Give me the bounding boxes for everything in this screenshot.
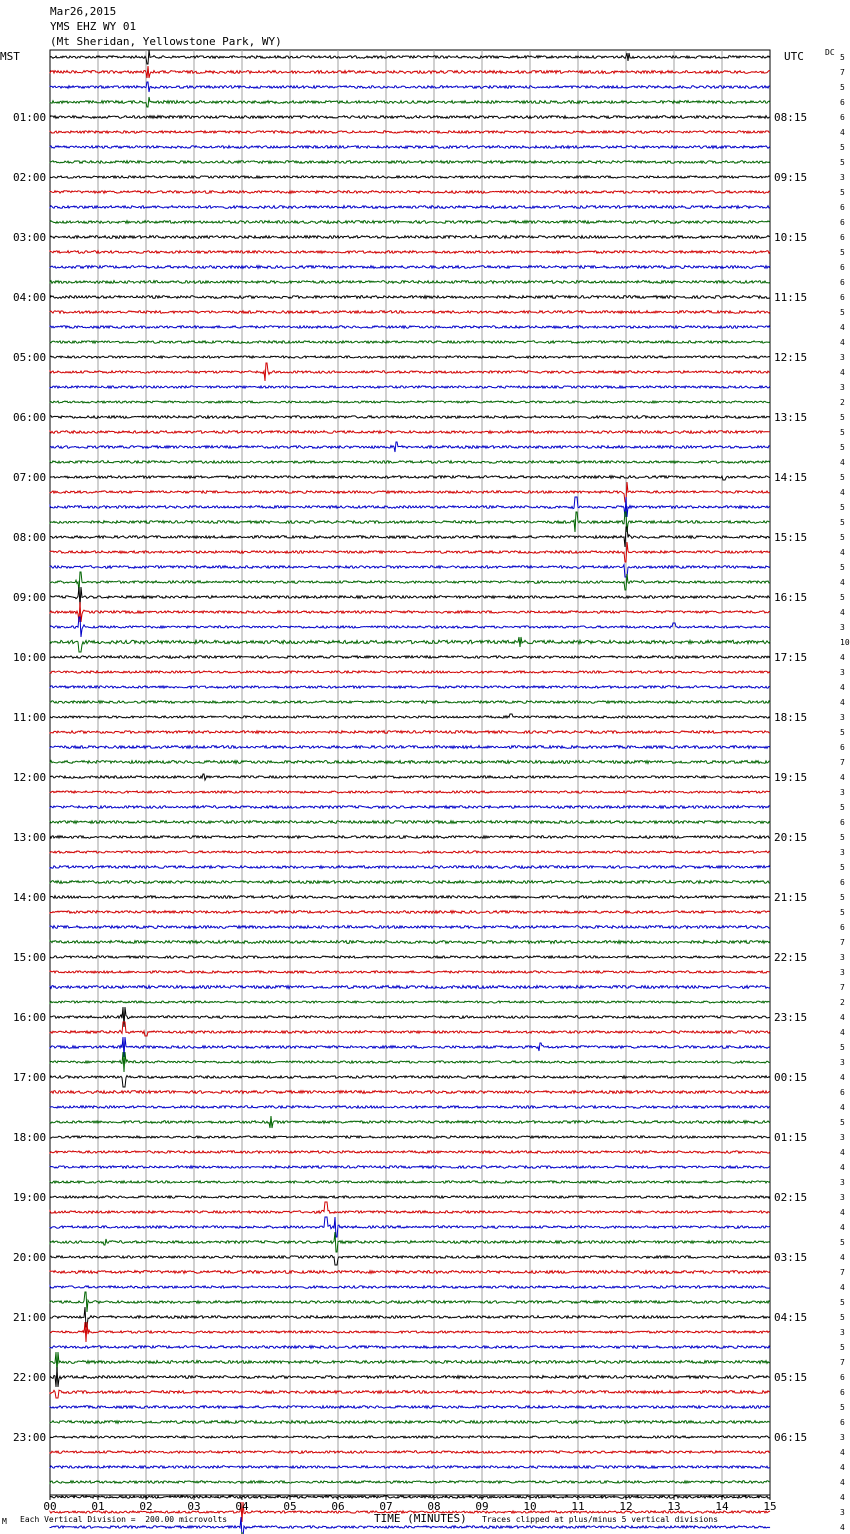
dc-value: 5 — [840, 1313, 845, 1322]
trace-85 — [50, 1322, 770, 1342]
dc-value: 3 — [840, 353, 845, 362]
dc-value: 4 — [840, 1253, 845, 1262]
trace-2 — [50, 82, 770, 92]
dc-value: 6 — [840, 98, 845, 107]
x-tick-label: 09 — [475, 1500, 489, 1513]
dc-value: 6 — [840, 1388, 845, 1397]
right-hour-label: 18:15 — [774, 711, 808, 724]
dc-value: 3 — [840, 383, 845, 392]
trace-16 — [50, 296, 770, 299]
trace-26 — [50, 442, 770, 452]
vertical-division-note: Each Vertical Division = 200.00 microvolts — [20, 1515, 228, 1524]
dc-value: 6 — [840, 818, 845, 827]
dc-value: 6 — [840, 278, 845, 287]
clipping-note: Traces clipped at plus/minus 5 vertical divisions — [482, 1515, 719, 1524]
dc-value: 4 — [840, 1148, 845, 1157]
right-hour-label: 12:15 — [774, 351, 808, 364]
trace-17 — [50, 311, 770, 314]
dc-value: 4 — [840, 1523, 845, 1532]
trace-80 — [50, 1255, 770, 1265]
trace-27 — [50, 461, 770, 463]
trace-65 — [50, 1022, 770, 1036]
trace-57 — [50, 911, 770, 914]
trace-19 — [50, 341, 770, 343]
trace-63 — [50, 1001, 770, 1003]
seismic-traces — [50, 50, 770, 1534]
footer-mark: M — [2, 1517, 7, 1526]
dc-value: 3 — [840, 1328, 845, 1337]
trace-66 — [50, 1037, 770, 1057]
trace-93 — [50, 1451, 770, 1453]
trace-13 — [50, 251, 770, 254]
dc-value: 3 — [840, 1058, 845, 1067]
trace-12 — [50, 236, 770, 239]
trace-47 — [50, 761, 770, 764]
x-tick-label: 13 — [667, 1500, 681, 1513]
dc-value: 4 — [840, 1208, 845, 1217]
dc-value: 5 — [840, 308, 845, 317]
x-tick-label: 10 — [523, 1500, 537, 1513]
dc-value: 5 — [840, 83, 845, 92]
left-hour-label: 05:00 — [13, 351, 47, 364]
right-hour-label: 04:15 — [774, 1311, 808, 1324]
trace-90 — [50, 1406, 770, 1409]
trace-32 — [50, 527, 770, 547]
left-timezone: MST — [0, 50, 20, 63]
right-hour-label: 09:15 — [774, 171, 808, 184]
trace-1 — [50, 66, 770, 78]
dc-value: 6 — [840, 1418, 845, 1427]
dc-value: 5 — [840, 908, 845, 917]
dc-value: 4 — [840, 323, 845, 332]
dc-value: 3 — [840, 713, 845, 722]
dc-value: 4 — [840, 1223, 845, 1232]
trace-46 — [50, 746, 770, 749]
dc-value: 7 — [840, 1268, 845, 1277]
trace-9 — [50, 191, 770, 194]
trace-49 — [50, 791, 770, 793]
dc-value: 4 — [840, 683, 845, 692]
right-hour-label: 05:15 — [774, 1371, 808, 1384]
right-hour-label: 00:15 — [774, 1071, 808, 1084]
x-axis-label: TIME (MINUTES) — [374, 1512, 467, 1525]
trace-74 — [50, 1166, 770, 1168]
dc-value: 4 — [840, 608, 845, 617]
dc-value: 3 — [840, 668, 845, 677]
dc-value: 4 — [840, 128, 845, 137]
dc-value: 5 — [840, 533, 845, 542]
dc-value: 3 — [840, 173, 845, 182]
left-hour-label: 03:00 — [13, 231, 47, 244]
dc-value: 5 — [840, 803, 845, 812]
trace-79 — [50, 1232, 770, 1252]
dc-value: 6 — [840, 878, 845, 887]
dc-value: 4 — [840, 548, 845, 557]
dc-value: 5 — [840, 1298, 845, 1307]
trace-70 — [50, 1106, 770, 1108]
left-hour-label: 07:00 — [13, 471, 47, 484]
left-hour-label: 16:00 — [13, 1011, 47, 1024]
x-tick-label: 06 — [331, 1500, 345, 1513]
right-hour-label: 03:15 — [774, 1251, 808, 1264]
dc-value: 6 — [840, 113, 845, 122]
right-hour-label: 22:15 — [774, 951, 808, 964]
station-location: (Mt Sheridan, Yellowstone Park, WY) — [50, 35, 282, 48]
trace-31 — [50, 512, 770, 532]
trace-62 — [50, 986, 770, 989]
dc-value: 3 — [840, 1133, 845, 1142]
trace-20 — [50, 356, 770, 358]
chart-date: Mar26,2015 — [50, 5, 117, 18]
dc-value: 5 — [840, 53, 845, 62]
trace-52 — [50, 836, 770, 839]
trace-76 — [50, 1196, 770, 1198]
right-timezone: UTC — [784, 50, 804, 63]
right-hour-label: 13:15 — [774, 411, 808, 424]
dc-value: 5 — [840, 518, 845, 527]
trace-81 — [50, 1271, 770, 1274]
right-hour-label: 08:15 — [774, 111, 808, 124]
dc-value: 4 — [840, 368, 845, 377]
dc-value: 6 — [840, 293, 845, 302]
trace-60 — [50, 956, 770, 958]
dc-value: 3 — [840, 953, 845, 962]
dc-value: 6 — [840, 1088, 845, 1097]
left-hour-label: 09:00 — [13, 591, 47, 604]
right-hour-label: 11:15 — [774, 291, 808, 304]
trace-67 — [50, 1052, 770, 1072]
trace-25 — [50, 431, 770, 434]
dc-value: 4 — [840, 1448, 845, 1457]
x-tick-label: 15 — [763, 1500, 777, 1513]
dc-value: 4 — [840, 488, 845, 497]
dc-value: 10 — [840, 638, 850, 647]
dc-value: 5 — [840, 188, 845, 197]
right-hour-label: 19:15 — [774, 771, 808, 784]
right-hour-label: 02:15 — [774, 1191, 808, 1204]
trace-40 — [50, 656, 770, 658]
left-hour-label: 18:00 — [13, 1131, 47, 1144]
dc-value: 5 — [840, 158, 845, 167]
dc-value: 4 — [840, 458, 845, 467]
dc-value: 3 — [840, 788, 845, 797]
x-tick-label: 01 — [91, 1500, 105, 1513]
dc-value: 4 — [840, 698, 845, 707]
trace-50 — [50, 806, 770, 809]
dc-value: 7 — [840, 1358, 845, 1367]
trace-8 — [50, 176, 770, 178]
trace-6 — [50, 146, 770, 149]
trace-33 — [50, 542, 770, 562]
trace-92 — [50, 1436, 770, 1438]
trace-45 — [50, 731, 770, 734]
left-hour-label: 22:00 — [13, 1371, 47, 1384]
right-hour-label: 21:15 — [774, 891, 808, 904]
trace-24 — [50, 416, 770, 419]
trace-41 — [50, 671, 770, 673]
trace-59 — [50, 941, 770, 944]
left-hour-label: 13:00 — [13, 831, 47, 844]
dc-value: 4 — [840, 1493, 845, 1502]
dc-value: 5 — [840, 863, 845, 872]
right-hour-label: 17:15 — [774, 651, 808, 664]
right-hour-label: 15:15 — [774, 531, 808, 544]
trace-89 — [50, 1390, 770, 1398]
left-hour-label: 21:00 — [13, 1311, 47, 1324]
dc-value: 7 — [840, 938, 845, 947]
right-hour-label: 23:15 — [774, 1011, 808, 1024]
dc-value: 3 — [840, 1178, 845, 1187]
trace-71 — [50, 1116, 770, 1128]
dc-value: 5 — [840, 1343, 845, 1352]
trace-36 — [50, 587, 770, 607]
trace-34 — [50, 565, 770, 577]
dc-value: 7 — [840, 983, 845, 992]
trace-43 — [50, 701, 770, 703]
dc-value: 5 — [840, 833, 845, 842]
trace-77 — [50, 1202, 770, 1213]
right-hour-label: 01:15 — [774, 1131, 808, 1144]
dc-value: 4 — [840, 1478, 845, 1487]
trace-39 — [50, 637, 770, 652]
trace-3 — [50, 97, 770, 107]
dc-value: 5 — [840, 1043, 845, 1052]
trace-15 — [50, 281, 770, 284]
dc-value: 5 — [840, 473, 845, 482]
trace-5 — [50, 131, 770, 133]
trace-69 — [50, 1091, 770, 1094]
dc-value: 4 — [840, 1463, 845, 1472]
dc-value: 7 — [840, 68, 845, 77]
trace-0 — [50, 50, 770, 64]
left-hour-label: 23:00 — [13, 1431, 47, 1444]
trace-11 — [50, 221, 770, 224]
dc-value: 5 — [840, 593, 845, 602]
dc-value: 5 — [840, 1118, 845, 1127]
station-code: YMS EHZ WY 01 — [50, 20, 137, 33]
left-hour-label: 06:00 — [13, 411, 47, 424]
x-tick-label: 11 — [571, 1500, 585, 1513]
left-hour-label: 04:00 — [13, 291, 47, 304]
trace-73 — [50, 1151, 770, 1153]
x-tick-label: 14 — [715, 1500, 729, 1513]
trace-72 — [50, 1136, 770, 1138]
dc-value: 4 — [840, 1013, 845, 1022]
right-hour-label: 16:15 — [774, 591, 808, 604]
trace-14 — [50, 266, 770, 269]
dc-value: 6 — [840, 233, 845, 242]
dc-value: 5 — [840, 248, 845, 257]
dc-header: DC — [825, 48, 835, 57]
dc-value: 5 — [840, 503, 845, 512]
dc-value: 3 — [840, 623, 845, 632]
left-hour-label: 15:00 — [13, 951, 47, 964]
trace-38 — [50, 617, 770, 637]
trace-4 — [50, 116, 770, 119]
x-tick-label: 07 — [379, 1500, 393, 1513]
x-tick-label: 02 — [139, 1500, 153, 1513]
left-hour-label: 20:00 — [13, 1251, 47, 1264]
trace-95 — [50, 1481, 770, 1483]
trace-82 — [50, 1286, 770, 1288]
x-tick-label: 03 — [187, 1500, 201, 1513]
dc-value: 5 — [840, 893, 845, 902]
x-tick-label: 04 — [235, 1500, 249, 1513]
trace-68 — [50, 1076, 770, 1087]
dc-value: 4 — [840, 1103, 845, 1112]
x-tick-label: 05 — [283, 1500, 297, 1513]
trace-29 — [50, 482, 770, 502]
right-hour-label: 10:15 — [774, 231, 808, 244]
dc-value: 7 — [840, 758, 845, 767]
dc-value: 5 — [840, 428, 845, 437]
dc-value: 4 — [840, 578, 845, 587]
trace-21 — [50, 363, 770, 381]
dc-value: 3 — [840, 1433, 845, 1442]
trace-28 — [50, 476, 770, 480]
left-hour-label: 19:00 — [13, 1191, 47, 1204]
dc-value: 4 — [840, 1163, 845, 1172]
trace-53 — [50, 851, 770, 853]
trace-58 — [50, 926, 770, 929]
dc-value: 3 — [840, 1508, 845, 1517]
dc-value: 2 — [840, 998, 845, 1007]
trace-51 — [50, 821, 770, 824]
dc-value: 3 — [840, 968, 845, 977]
dc-value: 5 — [840, 443, 845, 452]
trace-42 — [50, 686, 770, 688]
x-tick-label: 12 — [619, 1500, 633, 1513]
trace-44 — [50, 714, 770, 718]
left-hour-label: 11:00 — [13, 711, 47, 724]
dc-value: 4 — [840, 1073, 845, 1082]
dc-value: 6 — [840, 263, 845, 272]
trace-55 — [50, 881, 770, 884]
dc-value: 6 — [840, 203, 845, 212]
right-hour-label: 06:15 — [774, 1431, 808, 1444]
left-hour-label: 14:00 — [13, 891, 47, 904]
trace-7 — [50, 161, 770, 164]
trace-22 — [50, 386, 770, 388]
dc-value: 3 — [840, 848, 845, 857]
trace-64 — [50, 1007, 770, 1027]
dc-value: 5 — [840, 728, 845, 737]
trace-37 — [50, 602, 770, 622]
trace-78 — [50, 1217, 770, 1237]
dc-value: 6 — [840, 923, 845, 932]
left-hour-label: 10:00 — [13, 651, 47, 664]
dc-value: 4 — [840, 338, 845, 347]
dc-value: 4 — [840, 1283, 845, 1292]
trace-91 — [50, 1421, 770, 1424]
dc-value: 3 — [840, 1193, 845, 1202]
left-hour-label: 12:00 — [13, 771, 47, 784]
trace-86 — [50, 1346, 770, 1349]
dc-value: 5 — [840, 413, 845, 422]
left-hour-label: 17:00 — [13, 1071, 47, 1084]
trace-54 — [50, 866, 770, 869]
trace-48 — [50, 774, 770, 780]
trace-30 — [50, 497, 770, 517]
trace-75 — [50, 1181, 770, 1183]
left-hour-label: 08:00 — [13, 531, 47, 544]
right-hour-label: 20:15 — [774, 831, 808, 844]
dc-value: 2 — [840, 398, 845, 407]
x-tick-label: 00 — [43, 1500, 57, 1513]
right-hour-label: 14:15 — [774, 471, 808, 484]
left-hour-label: 02:00 — [13, 171, 47, 184]
dc-value: 6 — [840, 218, 845, 227]
trace-61 — [50, 971, 770, 973]
dc-value: 5 — [840, 1238, 845, 1247]
dc-value: 4 — [840, 653, 845, 662]
dc-value: 4 — [840, 773, 845, 782]
trace-94 — [50, 1466, 770, 1468]
trace-56 — [50, 896, 770, 899]
dc-value: 6 — [840, 1373, 845, 1382]
trace-18 — [50, 326, 770, 328]
trace-88 — [50, 1367, 770, 1387]
trace-35 — [50, 572, 770, 592]
trace-10 — [50, 206, 770, 209]
trace-87 — [50, 1352, 770, 1372]
dc-value: 5 — [840, 143, 845, 152]
dc-value: 5 — [840, 563, 845, 572]
dc-value: 4 — [840, 1028, 845, 1037]
trace-84 — [50, 1307, 770, 1327]
dc-value: 6 — [840, 743, 845, 752]
left-hour-label: 01:00 — [13, 111, 47, 124]
x-tick-label: 08 — [427, 1500, 441, 1513]
dc-value: 5 — [840, 1403, 845, 1412]
trace-23 — [50, 401, 770, 403]
trace-83 — [50, 1292, 770, 1312]
